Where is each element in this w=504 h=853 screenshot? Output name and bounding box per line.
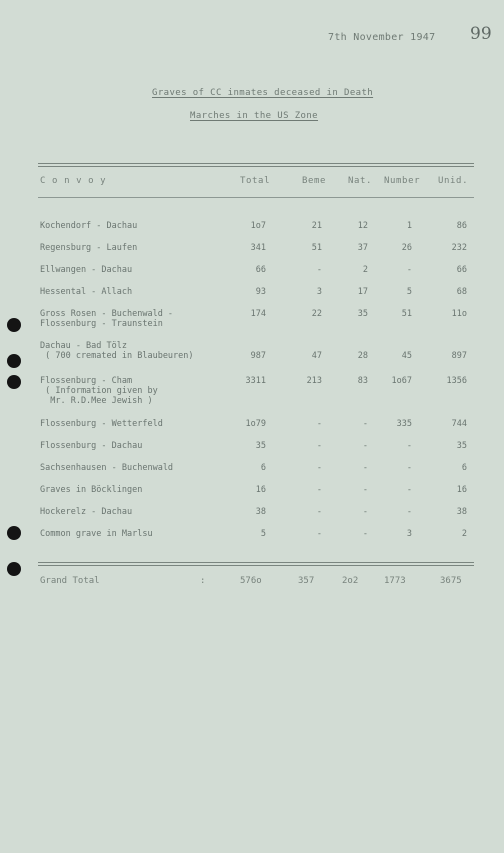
- row-number: 26: [401, 243, 412, 253]
- row-total: 1o7: [250, 221, 266, 231]
- punch-hole: [7, 526, 21, 540]
- row-number: 45: [401, 351, 412, 361]
- punch-hole: [7, 318, 21, 332]
- row-nat: -: [362, 441, 368, 451]
- row-convoy: Regensburg - Laufen: [40, 243, 138, 253]
- row-beme: -: [316, 529, 322, 539]
- row-nat: -: [362, 463, 368, 473]
- row-number: 3: [406, 529, 412, 539]
- header-nat: Nat.: [348, 176, 373, 186]
- row-convoy: Flossenburg - Wetterfeld: [40, 419, 163, 429]
- row-number: -: [406, 507, 412, 517]
- row-number: -: [406, 441, 412, 451]
- row-beme: -: [316, 419, 322, 429]
- total-rule-double: [38, 565, 474, 566]
- header-unid: Unid.: [438, 176, 469, 186]
- row-total: 1o79: [245, 419, 266, 429]
- row-beme: 22: [311, 309, 322, 319]
- row-total: 987: [250, 351, 266, 361]
- row-number: 5: [406, 287, 412, 297]
- row-beme: -: [316, 441, 322, 451]
- row-number: -: [406, 265, 412, 275]
- row-unid: 2: [461, 529, 467, 539]
- row-unid: 38: [456, 507, 467, 517]
- row-nat: 2: [362, 265, 368, 275]
- row-nat: 12: [357, 221, 368, 231]
- row-convoy: Gross Rosen - Buchenwald - Flossenburg - Traunstein: [40, 309, 174, 329]
- row-number: 51: [401, 309, 412, 319]
- row-beme: 47: [311, 351, 322, 361]
- grand-total-nat: 2o2: [342, 576, 359, 586]
- document-date: 7th November 1947: [328, 32, 436, 43]
- row-nat: -: [362, 419, 368, 429]
- header-number: Number: [384, 176, 421, 186]
- row-number: 1: [406, 221, 412, 231]
- grand-total-label: Grand Total: [40, 576, 100, 586]
- row-nat: 83: [357, 376, 368, 386]
- row-nat: -: [362, 507, 368, 517]
- row-number: -: [406, 463, 412, 473]
- header-convoy: C o n v o y: [40, 176, 107, 186]
- row-unid: 11o: [451, 309, 467, 319]
- row-beme: 213: [306, 376, 322, 386]
- table-top-rule-double: [38, 166, 474, 167]
- row-unid: 68: [456, 287, 467, 297]
- row-unid: 35: [456, 441, 467, 451]
- row-nat: 35: [357, 309, 368, 319]
- row-beme: 51: [311, 243, 322, 253]
- row-unid: 232: [451, 243, 467, 253]
- row-total: 16: [255, 485, 266, 495]
- row-total: 6: [260, 463, 266, 473]
- row-unid: 897: [451, 351, 467, 361]
- row-beme: 21: [311, 221, 322, 231]
- row-total: 341: [250, 243, 266, 253]
- row-unid: 744: [451, 419, 467, 429]
- grand-total-total: 576o: [240, 576, 262, 586]
- row-beme: -: [316, 485, 322, 495]
- row-unid: 1356: [446, 376, 467, 386]
- row-nat: 37: [357, 243, 368, 253]
- row-convoy: Dachau - Bad Tölz ( 700 cremated in Blaubeuren): [40, 341, 194, 361]
- punch-hole: [7, 354, 21, 368]
- grand-total-beme: 357: [298, 576, 315, 586]
- header-rule: [38, 197, 474, 198]
- row-nat: 17: [357, 287, 368, 297]
- row-total: 174: [250, 309, 266, 319]
- grand-total-unid: 3675: [440, 576, 462, 586]
- row-beme: -: [316, 463, 322, 473]
- row-nat: -: [362, 529, 368, 539]
- punch-hole: [7, 375, 21, 389]
- page-number: 99: [470, 24, 492, 44]
- row-beme: -: [316, 507, 322, 517]
- table-top-rule: [38, 163, 474, 164]
- row-beme: 3: [316, 287, 322, 297]
- row-convoy: Hockerelz - Dachau: [40, 507, 133, 517]
- document-title-line-1: Graves of CC inmates deceased in Death: [152, 88, 374, 98]
- row-total: 38: [255, 507, 266, 517]
- row-convoy: Sachsenhausen - Buchenwald: [40, 463, 174, 473]
- row-convoy: Kochendorf - Dachau: [40, 221, 138, 231]
- grand-total-colon: :: [200, 576, 206, 586]
- grand-total-number: 1773: [384, 576, 406, 586]
- row-total: 3311: [245, 376, 266, 386]
- row-total: 93: [255, 287, 266, 297]
- row-number: 335: [396, 419, 412, 429]
- row-unid: 66: [456, 265, 467, 275]
- header-total: Total: [240, 176, 271, 186]
- row-beme: -: [316, 265, 322, 275]
- row-convoy: Graves in Böcklingen: [40, 485, 143, 495]
- row-convoy: Common grave in Marlsu: [40, 529, 153, 539]
- row-convoy: Hessental - Allach: [40, 287, 133, 297]
- row-unid: 86: [456, 221, 467, 231]
- row-number: -: [406, 485, 412, 495]
- row-total: 5: [260, 529, 266, 539]
- row-unid: 6: [461, 463, 467, 473]
- row-total: 66: [255, 265, 266, 275]
- row-total: 35: [255, 441, 266, 451]
- total-rule: [38, 562, 474, 563]
- row-convoy: Flossenburg - Cham ( Information given by Mr. R.D.Mee Jewish ): [40, 376, 158, 406]
- row-convoy: Flossenburg - Dachau: [40, 441, 143, 451]
- row-nat: -: [362, 485, 368, 495]
- row-number: 1o67: [391, 376, 412, 386]
- header-beme: Beme: [302, 176, 327, 186]
- row-convoy: Ellwangen - Dachau: [40, 265, 133, 275]
- punch-hole: [7, 562, 21, 576]
- document-title-line-2: Marches in the US Zone: [190, 111, 319, 121]
- row-unid: 16: [456, 485, 467, 495]
- row-nat: 28: [357, 351, 368, 361]
